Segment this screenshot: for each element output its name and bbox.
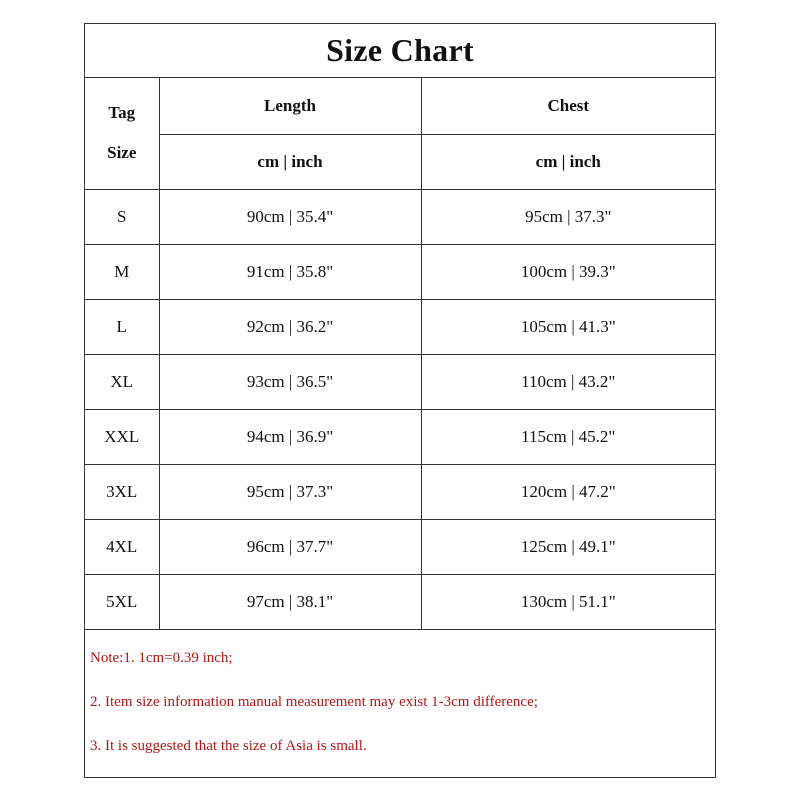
chest-cell: 130cm | 51.1": [421, 574, 715, 629]
size-cell: XXL: [85, 409, 159, 464]
size-cell: S: [85, 189, 159, 244]
length-cell: 94cm | 36.9": [159, 409, 421, 464]
unit-row: [85, 134, 715, 189]
table-row: [85, 354, 715, 409]
length-unit: cm | inch: [159, 134, 421, 189]
table-row: [85, 574, 715, 629]
size-cell: 5XL: [85, 574, 159, 629]
size-table: [85, 78, 715, 630]
table-row: [85, 189, 715, 244]
table-row: [85, 519, 715, 574]
chest-unit: cm | inch: [421, 134, 715, 189]
size-cell: 3XL: [85, 464, 159, 519]
table-row: [85, 299, 715, 354]
tag-size-header: [85, 78, 159, 189]
length-cell: 95cm | 37.3": [159, 464, 421, 519]
notes-section: [85, 628, 715, 778]
chest-cell: 95cm | 37.3": [421, 189, 715, 244]
chest-cell: 105cm | 41.3": [421, 299, 715, 354]
tag-header-line1: Tag: [108, 103, 136, 123]
length-header: Length: [159, 78, 421, 134]
table-row: [85, 464, 715, 519]
tag-header-line2: Size: [107, 143, 137, 163]
table-row: [85, 409, 715, 464]
note-1: Note:1. 1cm=0.39 inch;: [90, 650, 233, 666]
chest-cell: 110cm | 43.2": [421, 354, 715, 409]
page-title: Size Chart: [326, 32, 474, 68]
size-cell: 4XL: [85, 519, 159, 574]
size-cell: M: [85, 244, 159, 299]
length-cell: 90cm | 35.4": [159, 189, 421, 244]
table-row: [85, 244, 715, 299]
size-cell: XL: [85, 354, 159, 409]
chest-cell: 115cm | 45.2": [421, 409, 715, 464]
length-cell: 93cm | 36.5": [159, 354, 421, 409]
chest-cell: 125cm | 49.1": [421, 519, 715, 574]
length-cell: 96cm | 37.7": [159, 519, 421, 574]
chest-cell: 120cm | 47.2": [421, 464, 715, 519]
size-cell: L: [85, 299, 159, 354]
header-row: [85, 78, 715, 134]
size-chart: [84, 23, 716, 778]
length-cell: 91cm | 35.8": [159, 244, 421, 299]
chest-header: Chest: [421, 78, 715, 134]
note-2: 2. Item size information manual measurement may exist 1-3cm difference;: [90, 694, 538, 710]
chest-cell: 100cm | 39.3": [421, 244, 715, 299]
length-cell: 97cm | 38.1": [159, 574, 421, 629]
title-row: [85, 24, 715, 78]
note-3: 3. It is suggested that the size of Asia is small.: [90, 738, 367, 754]
length-cell: 92cm | 36.2": [159, 299, 421, 354]
